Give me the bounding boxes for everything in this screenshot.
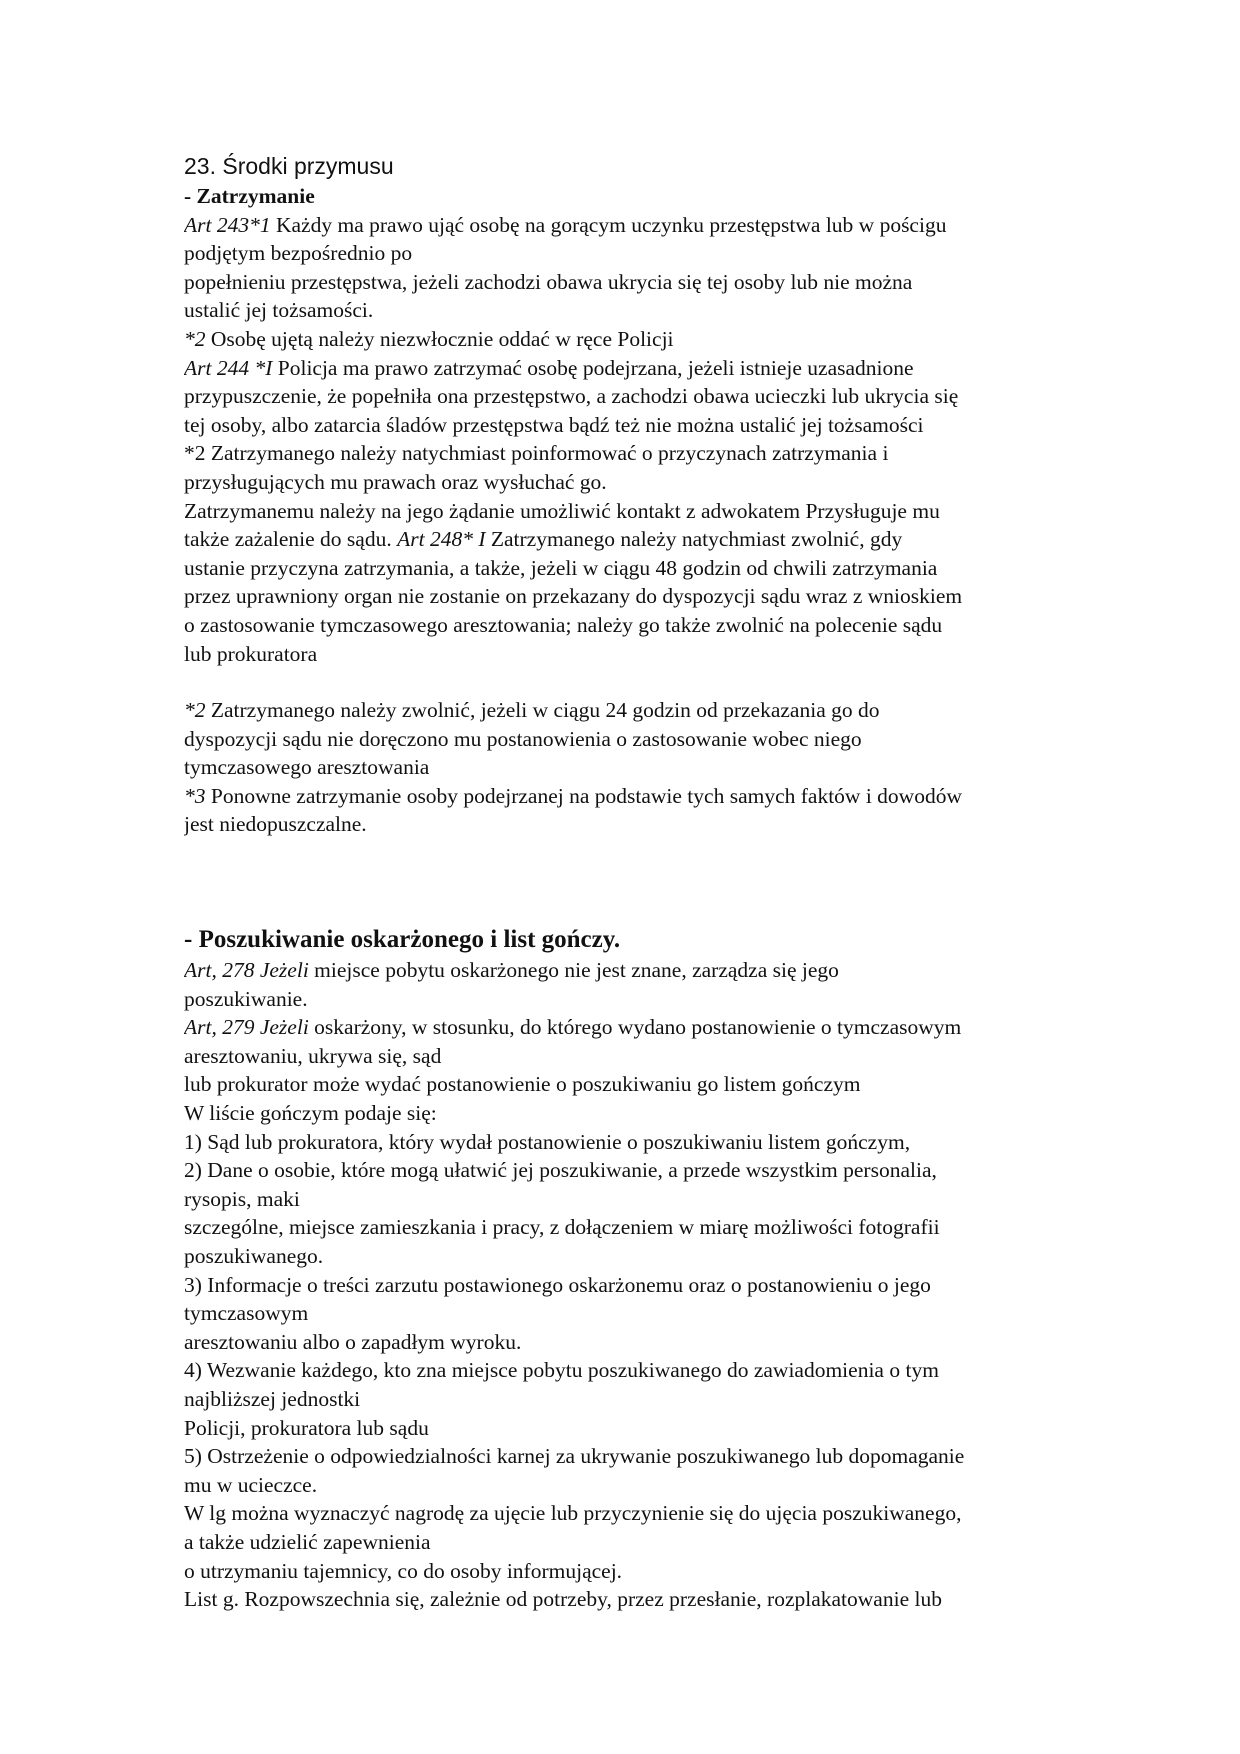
art279-line-2: aresztowaniu, ukrywa się, sąd [184,1043,442,1068]
art244-par2-text-4: także zażalenie do sądu. [184,527,398,552]
list-item-2-line-2: rysopis, maki [184,1186,300,1211]
art244-line-1 [184,354,1104,383]
art243-line-3: popełnieniu przestępstwa, jeżeli zachodzi obawa ukrycia się tej osoby lub nie można [184,269,913,294]
art278-ref: Art, 278 Jeżeli [184,958,309,983]
art279-text-1: oskarżony, w stosunku, do którego wydano postanowienie o tymczasowym [308,1015,962,1040]
art248-par2-text-1: Zatrzymanego należy zwolnić, jeżeli w ciągu 24 godzin od przekazania go do [205,698,880,723]
art243-par2 [184,325,1104,354]
art244-line-3: tej osoby, albo zatarcia śladów przestępstwa bądź też nie można ustalić jej tożsamości [184,412,924,437]
art243-line-4: ustalić jej tożsamości. [184,298,374,323]
list-item-1: 1) Sąd lub prokuratora, który wydał postanowienie o poszukiwaniu listem gończym, [184,1129,911,1154]
art244-line-2: przypuszczenie, że popełniła ona przestępstwo, a zachodzi obawa ucieczki lub ukrycia się [184,384,959,409]
art248-par2-line-1 [184,696,1104,725]
list-item-4-line-2: najbliższej jednostki [184,1386,361,1411]
section-title: 23. Środki przymusu [184,153,394,179]
list-item-3-line-2: tymczasowym [184,1301,309,1326]
reward-line-1: W lg można wyznaczyć nagrodę za ujęcie lub przyczynienie się do ujęcia poszukiwanego, [184,1501,962,1526]
art248-par3-ref: *3 [184,783,206,808]
section-heading-poszukiwanie: - Poszukiwanie oskarżonego i list gończy. [184,926,621,954]
list-item-2-line-1: 2) Dane o osobie, które mogą ułatwić jej poszukiwanie, a przede wszystkim personalia, [184,1158,937,1183]
art243-par2-ref: *2 [184,326,206,351]
list-item-3-line-3: aresztowaniu albo o zapadłym wyroku. [184,1329,522,1354]
art248-line-4: o zastosowanie tymczasowego aresztowania; należy go także zwolnić na polecenie sądu [184,612,943,637]
art279-ref: Art, 279 Jeżeli [184,1015,309,1040]
art244-text-1: Policja ma prawo zatrzymać osobę podejrzana, jeżeli istnieje uzasadnione [272,355,914,380]
art248-line-2: ustanie przyczyna zatrzymania, a także, jeżeli w ciągu 48 godzin od chwili zatrzymania [184,555,938,580]
list-item-5-line-1: 5) Ostrzeżenie o odpowiedzialności karnej za ukrywanie poszukiwanego lub dopomaganie [184,1444,965,1469]
list-item-3-line-1: 3) Informacje o treści zarzutu postawionego oskarżonemu oraz o postanowieniu o jego [184,1272,931,1297]
list-item-4-line-3: Policji, prokuratora lub sądu [184,1415,429,1440]
reward-line-3: o utrzymaniu tajemnicy, co do osoby informującej. [184,1558,623,1583]
art248-line-3: przez uprawniony organ nie zostanie on przekazany do dyspozycji sądu wraz z wnioskiem [184,584,963,609]
list-intro: W liście gończym podaje się: [184,1101,437,1126]
art279-line-1 [184,1013,1104,1042]
art243-par2-text: Osobę ujętą należy niezwłocznie oddać w ręce Policji [205,326,674,351]
art243-line-1 [184,211,1104,240]
spacer [184,839,1104,923]
list-item-4-line-1: 4) Wezwanie każdego, kto zna miejsce pobytu poszukiwanego do zawiadomienia o tym [184,1358,939,1383]
art243-ref: Art 243*1 [184,212,271,237]
art248-par3-line-1 [184,782,1104,811]
reward-line-2: a także udzielić zapewnienia [184,1529,431,1554]
art278-line-1 [184,956,1104,985]
art243-line-2: podjętym bezpośrednio po [184,241,413,266]
art248-line-5: lub prokuratora [184,641,318,666]
document-page [184,150,1104,1614]
section-heading-zatrzymanie: - Zatrzymanie [184,184,315,208]
art279-line-3: lub prokurator może wydać postanowienie o poszukiwaniu go listem gończym [184,1072,861,1097]
art244-par2-line-4 [184,525,1104,554]
art244-par2-line-3: Zatrzymanemu należy na jego żądanie umożliwić kontakt z adwokatem Przysługuje mu [184,498,940,523]
art244-par2-line-1: *2 Zatrzymanego należy natychmiast poinformować o przyczynach zatrzymania i [184,441,889,466]
art278-line-2: poszukiwanie. [184,986,308,1011]
list-item-2-line-3: szczególne, miejsce zamieszkania i pracy, z dołączeniem w miarę możliwości fotografii [184,1215,940,1240]
art248-par2-ref: *2 [184,698,206,723]
list-item-5-line-2: mu w ucieczce. [184,1472,318,1497]
art248-text-1: Zatrzymanego należy natychmiast zwolnić, gdy [485,527,903,552]
art248-ref: Art 248* I [397,527,486,552]
last-line: List g. Rozpowszechnia się, zależnie od potrzeby, przez przesłanie, rozplakatowanie lub [184,1587,942,1612]
art248-par3-text-1: Ponowne zatrzymanie osoby podejrzanej na podstawie tych samych faktów i dowodów [205,783,962,808]
art243-text-1: Każdy ma prawo ująć osobę na gorącym uczynku przestępstwa lub w pościgu [270,212,947,237]
art248-par2-line-2: dyspozycji sądu nie doręczono mu postanowienia o zastosowanie wobec niego [184,726,862,751]
art248-par3-line-2: jest niedopuszczalne. [184,812,367,837]
art248-par2-line-3: tymczasowego aresztowania [184,755,430,780]
spacer [184,668,1104,696]
art244-ref: Art 244 *I [184,355,273,380]
art244-par2-line-2: przysługujących mu prawach oraz wysłuchać go. [184,469,607,494]
list-item-2-line-4: poszukiwanego. [184,1244,324,1268]
art278-text-1: miejsce pobytu oskarżonego nie jest znane, zarządza się jego [308,958,839,983]
